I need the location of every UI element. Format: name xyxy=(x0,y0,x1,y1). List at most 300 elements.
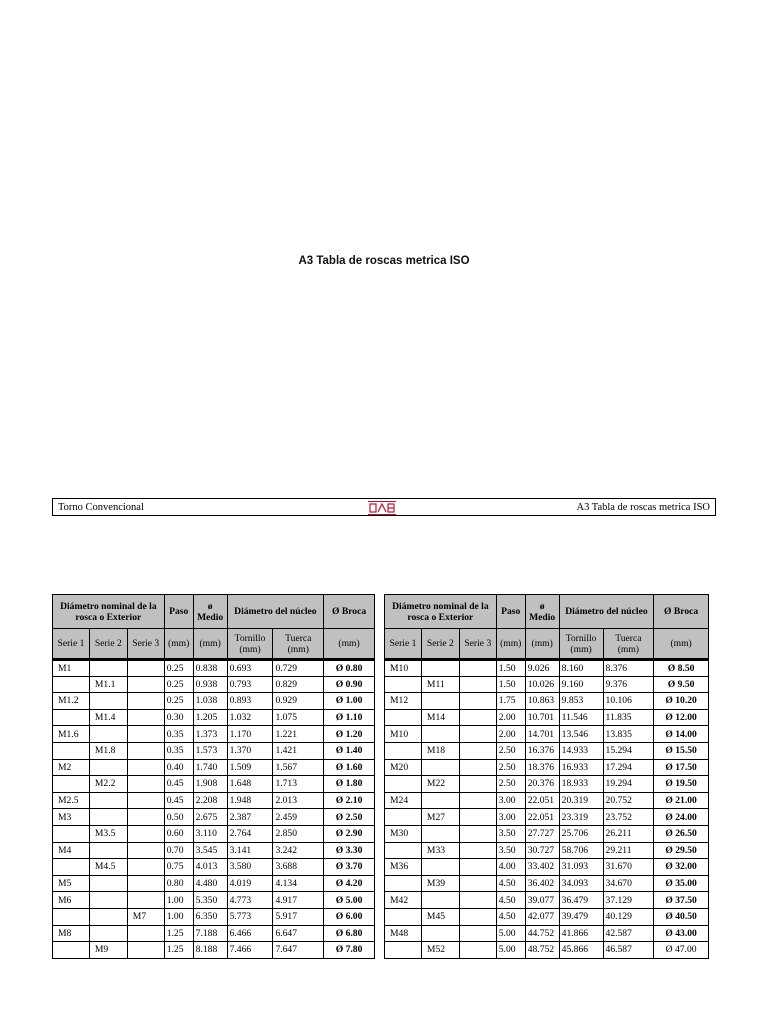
cell-paso: 1.25 xyxy=(164,942,193,959)
cell-serie1 xyxy=(385,908,422,925)
cell-broca: Ø 2.10 xyxy=(324,792,375,809)
cell-serie1 xyxy=(53,709,90,726)
table-row xyxy=(385,859,709,876)
cell-tornillo: 13.546 xyxy=(559,726,603,743)
header-right-text: A3 Tabla de roscas metrica ISO xyxy=(576,501,710,513)
logo-mark-icon xyxy=(369,503,395,513)
cell-medio: 44.752 xyxy=(525,925,559,942)
cell-tornillo: 20.319 xyxy=(559,792,603,809)
table-row xyxy=(53,792,375,809)
cell-broca: Ø 43.00 xyxy=(654,925,709,942)
cell-tornillo: 31.093 xyxy=(559,859,603,876)
table-row xyxy=(385,825,709,842)
thread-table-left xyxy=(52,594,375,959)
cell-serie2 xyxy=(421,892,459,909)
col-header-nucleo: Diámetro del núcleo xyxy=(559,595,654,629)
cell-paso: 3.50 xyxy=(496,842,525,859)
table-row xyxy=(53,925,375,942)
table-row xyxy=(53,908,375,925)
cell-serie1 xyxy=(385,942,422,959)
col-header-broca-unit: (mm) xyxy=(654,629,709,660)
cell-medio: 2.675 xyxy=(193,809,227,826)
cell-serie1 xyxy=(385,676,422,693)
thread-table-right xyxy=(384,594,709,959)
cell-tornillo: 23.319 xyxy=(559,809,603,826)
cell-serie2 xyxy=(89,660,127,677)
cell-medio: 8.188 xyxy=(193,942,227,959)
cell-serie3 xyxy=(127,892,164,909)
cell-serie2: M1.8 xyxy=(89,742,127,759)
cell-paso: 1.50 xyxy=(496,676,525,693)
cell-tornillo: 58.706 xyxy=(559,842,603,859)
cell-serie2: M33 xyxy=(421,842,459,859)
cell-tuerca: 1.421 xyxy=(273,742,324,759)
col-header-nominal: Diámetro nominal de la rosca o Exterior xyxy=(385,595,497,629)
cell-medio: 10.863 xyxy=(525,693,559,710)
cell-medio: 16.376 xyxy=(525,742,559,759)
cell-serie1: M4 xyxy=(53,842,90,859)
col-header-paso: Paso xyxy=(164,595,193,629)
cell-broca: Ø 6.00 xyxy=(324,908,375,925)
cell-serie3 xyxy=(127,792,164,809)
col-header-tuerca: Tuerca (mm) xyxy=(603,629,654,660)
col-header-nucleo: Diámetro del núcleo xyxy=(227,595,324,629)
cell-tornillo: 2.387 xyxy=(227,809,273,826)
col-header-medio: ø Medio xyxy=(525,595,559,629)
cell-paso: 3.00 xyxy=(496,809,525,826)
cell-serie1 xyxy=(53,776,90,793)
table-row xyxy=(385,676,709,693)
cell-tuerca: 0.829 xyxy=(273,676,324,693)
cell-tuerca: 17.294 xyxy=(603,759,654,776)
cell-serie2: M14 xyxy=(421,709,459,726)
cell-tuerca: 3.688 xyxy=(273,859,324,876)
cell-serie3 xyxy=(459,660,496,677)
cell-tuerca: 23.752 xyxy=(603,809,654,826)
cell-medio: 5.350 xyxy=(193,892,227,909)
cell-paso: 3.50 xyxy=(496,825,525,842)
cell-paso: 0.25 xyxy=(164,693,193,710)
cell-tuerca: 20.752 xyxy=(603,792,654,809)
cell-paso: 3.00 xyxy=(496,792,525,809)
cell-tuerca: 1.567 xyxy=(273,759,324,776)
cell-tuerca: 9.376 xyxy=(603,676,654,693)
cell-medio: 7.188 xyxy=(193,925,227,942)
table-row xyxy=(53,809,375,826)
cell-tuerca: 31.670 xyxy=(603,859,654,876)
table-row xyxy=(385,759,709,776)
col-header-tornillo: Tornillo (mm) xyxy=(227,629,273,660)
cell-serie3 xyxy=(459,776,496,793)
cell-broca: Ø 5.00 xyxy=(324,892,375,909)
cell-serie2 xyxy=(89,693,127,710)
cell-tornillo: 9.853 xyxy=(559,693,603,710)
table-row xyxy=(385,709,709,726)
cell-serie1: M24 xyxy=(385,792,422,809)
cell-paso: 0.50 xyxy=(164,809,193,826)
cell-serie1 xyxy=(53,742,90,759)
cell-tuerca: 11.835 xyxy=(603,709,654,726)
cell-serie3 xyxy=(127,759,164,776)
document-title: A3 Tabla de roscas metrica ISO xyxy=(298,255,470,267)
cell-medio: 22.051 xyxy=(525,809,559,826)
cell-serie1: M12 xyxy=(385,693,422,710)
cell-serie2 xyxy=(89,809,127,826)
cell-paso: 0.70 xyxy=(164,842,193,859)
cell-medio: 1.205 xyxy=(193,709,227,726)
cell-medio: 0.938 xyxy=(193,676,227,693)
cell-medio: 1.573 xyxy=(193,742,227,759)
cell-serie3 xyxy=(127,660,164,677)
cell-tuerca: 8.376 xyxy=(603,660,654,677)
cell-serie2: M18 xyxy=(421,742,459,759)
col-header-serie3: Serie 3 xyxy=(459,629,496,660)
cell-serie3 xyxy=(459,693,496,710)
cell-medio: 10.701 xyxy=(525,709,559,726)
table-row xyxy=(53,676,375,693)
cell-tuerca: 1.713 xyxy=(273,776,324,793)
table-row xyxy=(53,842,375,859)
col-header-medio-unit: (mm) xyxy=(193,629,227,660)
cell-paso: 2.50 xyxy=(496,759,525,776)
cell-paso: 0.30 xyxy=(164,709,193,726)
cell-broca: Ø 47.00 xyxy=(654,942,709,959)
cell-tornillo: 25.706 xyxy=(559,825,603,842)
cell-tornillo: 5.773 xyxy=(227,908,273,925)
cell-paso: 0.40 xyxy=(164,759,193,776)
cell-serie3 xyxy=(127,825,164,842)
col-header-serie1: Serie 1 xyxy=(53,629,90,660)
cell-broca: Ø 7.80 xyxy=(324,942,375,959)
cell-broca: Ø 14.00 xyxy=(654,726,709,743)
cell-broca: Ø 40.50 xyxy=(654,908,709,925)
cell-broca: Ø 9.50 xyxy=(654,676,709,693)
col-header-medio: ø Medio xyxy=(193,595,227,629)
cell-tornillo: 0.793 xyxy=(227,676,273,693)
cell-serie3 xyxy=(459,759,496,776)
col-header-nominal: Diámetro nominal de la rosca o Exterior xyxy=(53,595,165,629)
cell-tornillo: 4.019 xyxy=(227,875,273,892)
cell-serie3 xyxy=(127,859,164,876)
cell-serie2: M1.1 xyxy=(89,676,127,693)
table-row xyxy=(53,776,375,793)
cell-medio: 3.545 xyxy=(193,842,227,859)
cell-serie3 xyxy=(127,693,164,710)
cell-tornillo: 4.773 xyxy=(227,892,273,909)
cell-serie1: M2 xyxy=(53,759,90,776)
cell-serie1: M3 xyxy=(53,809,90,826)
cell-serie3 xyxy=(459,925,496,942)
cell-broca: Ø 17.50 xyxy=(654,759,709,776)
cell-tornillo: 11.546 xyxy=(559,709,603,726)
cell-tuerca: 1.221 xyxy=(273,726,324,743)
cell-serie2 xyxy=(89,726,127,743)
cell-tuerca: 13.835 xyxy=(603,726,654,743)
table-row xyxy=(385,925,709,942)
cell-serie1 xyxy=(385,742,422,759)
cell-tornillo: 0.893 xyxy=(227,693,273,710)
cell-tuerca: 1.075 xyxy=(273,709,324,726)
cell-serie2: M2.2 xyxy=(89,776,127,793)
cell-paso: 4.00 xyxy=(496,859,525,876)
cell-serie3 xyxy=(127,726,164,743)
cell-tuerca: 2.013 xyxy=(273,792,324,809)
cell-serie2 xyxy=(421,693,459,710)
cell-tornillo: 1.370 xyxy=(227,742,273,759)
cell-serie1 xyxy=(53,676,90,693)
cell-tuerca: 40.129 xyxy=(603,908,654,925)
cell-medio: 1.908 xyxy=(193,776,227,793)
cell-serie3 xyxy=(127,842,164,859)
cell-serie2: M4.5 xyxy=(89,859,127,876)
cell-paso: 4.50 xyxy=(496,892,525,909)
table-row xyxy=(385,809,709,826)
cell-serie3 xyxy=(459,942,496,959)
cell-serie2 xyxy=(89,892,127,909)
cell-medio: 1.373 xyxy=(193,726,227,743)
col-header-paso: Paso xyxy=(496,595,525,629)
cell-serie1 xyxy=(385,776,422,793)
cell-serie2 xyxy=(89,908,127,925)
cell-serie1: M8 xyxy=(53,925,90,942)
col-header-paso-unit: (mm) xyxy=(164,629,193,660)
cell-tuerca: 0.929 xyxy=(273,693,324,710)
cell-serie2 xyxy=(421,925,459,942)
cell-medio: 36.402 xyxy=(525,875,559,892)
logo-icon xyxy=(368,501,396,515)
table-row xyxy=(385,908,709,925)
cell-serie3 xyxy=(459,859,496,876)
cell-tuerca: 26.211 xyxy=(603,825,654,842)
cell-serie2 xyxy=(421,792,459,809)
cell-paso: 2.00 xyxy=(496,726,525,743)
cell-serie1: M48 xyxy=(385,925,422,942)
cell-tuerca: 3.242 xyxy=(273,842,324,859)
cell-serie2: M45 xyxy=(421,908,459,925)
cell-broca: Ø 1.10 xyxy=(324,709,375,726)
cell-tornillo: 3.141 xyxy=(227,842,273,859)
cell-tornillo: 41.866 xyxy=(559,925,603,942)
cell-tornillo: 18.933 xyxy=(559,776,603,793)
cell-tornillo: 3.580 xyxy=(227,859,273,876)
table-row xyxy=(53,709,375,726)
cell-serie2: M39 xyxy=(421,875,459,892)
cell-tuerca: 4.134 xyxy=(273,875,324,892)
cell-serie2: M22 xyxy=(421,776,459,793)
cell-medio: 1.740 xyxy=(193,759,227,776)
cell-medio: 0.838 xyxy=(193,660,227,677)
cell-medio: 33.402 xyxy=(525,859,559,876)
cell-serie2 xyxy=(421,660,459,677)
header-left-text: Torno Convencional xyxy=(58,501,144,513)
table-row xyxy=(385,776,709,793)
cell-serie3 xyxy=(459,908,496,925)
cell-broca: Ø 8.50 xyxy=(654,660,709,677)
cell-medio: 6.350 xyxy=(193,908,227,925)
cell-tornillo: 34.093 xyxy=(559,875,603,892)
cell-serie2 xyxy=(89,792,127,809)
cell-paso: 2.50 xyxy=(496,776,525,793)
col-header-serie2: Serie 2 xyxy=(89,629,127,660)
cell-serie1: M5 xyxy=(53,875,90,892)
cell-serie3 xyxy=(127,709,164,726)
cell-broca: Ø 1.80 xyxy=(324,776,375,793)
cell-serie3 xyxy=(459,709,496,726)
cell-serie3 xyxy=(127,742,164,759)
cell-broca: Ø 24.00 xyxy=(654,809,709,826)
cell-tuerca: 4.917 xyxy=(273,892,324,909)
cell-tuerca: 10.106 xyxy=(603,693,654,710)
cell-medio: 20.376 xyxy=(525,776,559,793)
cell-serie2: M11 xyxy=(421,676,459,693)
table-row xyxy=(385,742,709,759)
cell-serie1: M42 xyxy=(385,892,422,909)
table-row xyxy=(385,693,709,710)
cell-tornillo: 1.948 xyxy=(227,792,273,809)
table-row xyxy=(53,742,375,759)
cell-paso: 2.00 xyxy=(496,709,525,726)
cell-tornillo: 0.693 xyxy=(227,660,273,677)
thread-table-left-body xyxy=(53,660,375,959)
cell-broca: Ø 26.50 xyxy=(654,825,709,842)
cell-paso: 1.00 xyxy=(164,908,193,925)
cell-medio: 48.752 xyxy=(525,942,559,959)
cell-medio: 9.026 xyxy=(525,660,559,677)
cell-serie3 xyxy=(459,809,496,826)
cell-medio: 22.051 xyxy=(525,792,559,809)
cell-tuerca: 7.647 xyxy=(273,942,324,959)
cell-broca: Ø 0.90 xyxy=(324,676,375,693)
cell-medio: 39.077 xyxy=(525,892,559,909)
cell-tuerca: 6.647 xyxy=(273,925,324,942)
cell-paso: 0.25 xyxy=(164,676,193,693)
table-row xyxy=(385,942,709,959)
cell-serie2: M27 xyxy=(421,809,459,826)
col-header-tornillo: Tornillo (mm) xyxy=(559,629,603,660)
cell-serie1: M10 xyxy=(385,726,422,743)
cell-tuerca: 0.729 xyxy=(273,660,324,677)
cell-broca: Ø 21.00 xyxy=(654,792,709,809)
cell-serie1 xyxy=(385,875,422,892)
cell-medio: 2.208 xyxy=(193,792,227,809)
cell-broca: Ø 2.90 xyxy=(324,825,375,842)
table-row xyxy=(53,875,375,892)
cell-paso: 0.80 xyxy=(164,875,193,892)
cell-tornillo: 45.866 xyxy=(559,942,603,959)
cell-paso: 1.75 xyxy=(496,693,525,710)
table-row xyxy=(53,825,375,842)
table-row xyxy=(385,792,709,809)
cell-broca: Ø 1.60 xyxy=(324,759,375,776)
cell-tornillo: 1.170 xyxy=(227,726,273,743)
cell-serie3 xyxy=(459,726,496,743)
cell-serie2: M9 xyxy=(89,942,127,959)
cell-tuerca: 5.917 xyxy=(273,908,324,925)
table-row xyxy=(53,892,375,909)
cell-serie3 xyxy=(459,875,496,892)
cell-paso: 0.35 xyxy=(164,726,193,743)
col-header-broca-unit: (mm) xyxy=(324,629,375,660)
cell-broca: Ø 35.00 xyxy=(654,875,709,892)
cell-serie3 xyxy=(459,742,496,759)
cell-tuerca: 46.587 xyxy=(603,942,654,959)
page-header xyxy=(52,498,716,516)
cell-serie3 xyxy=(459,676,496,693)
cell-tuerca: 2.850 xyxy=(273,825,324,842)
cell-broca: Ø 37.50 xyxy=(654,892,709,909)
cell-medio: 42.077 xyxy=(525,908,559,925)
table-row xyxy=(53,759,375,776)
thread-table-right-body xyxy=(385,660,709,959)
cell-broca: Ø 3.70 xyxy=(324,859,375,876)
cell-paso: 0.45 xyxy=(164,792,193,809)
cell-tuerca: 42.587 xyxy=(603,925,654,942)
cell-paso: 0.60 xyxy=(164,825,193,842)
cell-tornillo: 16.933 xyxy=(559,759,603,776)
cell-serie1 xyxy=(53,942,90,959)
cell-broca: Ø 3.30 xyxy=(324,842,375,859)
cell-serie3: M7 xyxy=(127,908,164,925)
cell-serie2 xyxy=(89,925,127,942)
table-row xyxy=(385,892,709,909)
cell-serie1: M10 xyxy=(385,660,422,677)
cell-medio: 10.026 xyxy=(525,676,559,693)
cell-tornillo: 8.160 xyxy=(559,660,603,677)
table-row xyxy=(53,726,375,743)
cell-serie2: M1.4 xyxy=(89,709,127,726)
cell-tornillo: 7.466 xyxy=(227,942,273,959)
cell-tornillo: 1.509 xyxy=(227,759,273,776)
cell-tornillo: 9.160 xyxy=(559,676,603,693)
col-header-paso-unit: (mm) xyxy=(496,629,525,660)
cell-serie1 xyxy=(385,809,422,826)
cell-broca: Ø 12.00 xyxy=(654,709,709,726)
cell-tuerca: 29.211 xyxy=(603,842,654,859)
cell-serie2 xyxy=(421,726,459,743)
col-header-medio-unit: (mm) xyxy=(525,629,559,660)
table-row xyxy=(53,660,375,677)
cell-paso: 0.45 xyxy=(164,776,193,793)
cell-serie2 xyxy=(89,759,127,776)
cell-serie1: M2.5 xyxy=(53,792,90,809)
cell-medio: 18.376 xyxy=(525,759,559,776)
cell-serie3 xyxy=(127,875,164,892)
cell-medio: 1.038 xyxy=(193,693,227,710)
cell-serie3 xyxy=(127,809,164,826)
cell-paso: 5.00 xyxy=(496,942,525,959)
cell-paso: 1.00 xyxy=(164,892,193,909)
cell-serie2: M52 xyxy=(421,942,459,959)
cell-paso: 5.00 xyxy=(496,925,525,942)
cell-broca: Ø 10.20 xyxy=(654,693,709,710)
cell-paso: 4.50 xyxy=(496,875,525,892)
table-row xyxy=(53,859,375,876)
cell-serie2 xyxy=(421,759,459,776)
cell-serie1: M36 xyxy=(385,859,422,876)
cell-tornillo: 1.032 xyxy=(227,709,273,726)
cell-paso: 2.50 xyxy=(496,742,525,759)
cell-serie1: M1.6 xyxy=(53,726,90,743)
cell-tuerca: 34.670 xyxy=(603,875,654,892)
cell-serie3 xyxy=(459,792,496,809)
cell-tornillo: 14.933 xyxy=(559,742,603,759)
cell-tornillo: 2.764 xyxy=(227,825,273,842)
table-row xyxy=(385,660,709,677)
cell-medio: 3.110 xyxy=(193,825,227,842)
cell-serie3 xyxy=(127,676,164,693)
cell-medio: 4.480 xyxy=(193,875,227,892)
cell-serie1 xyxy=(53,825,90,842)
